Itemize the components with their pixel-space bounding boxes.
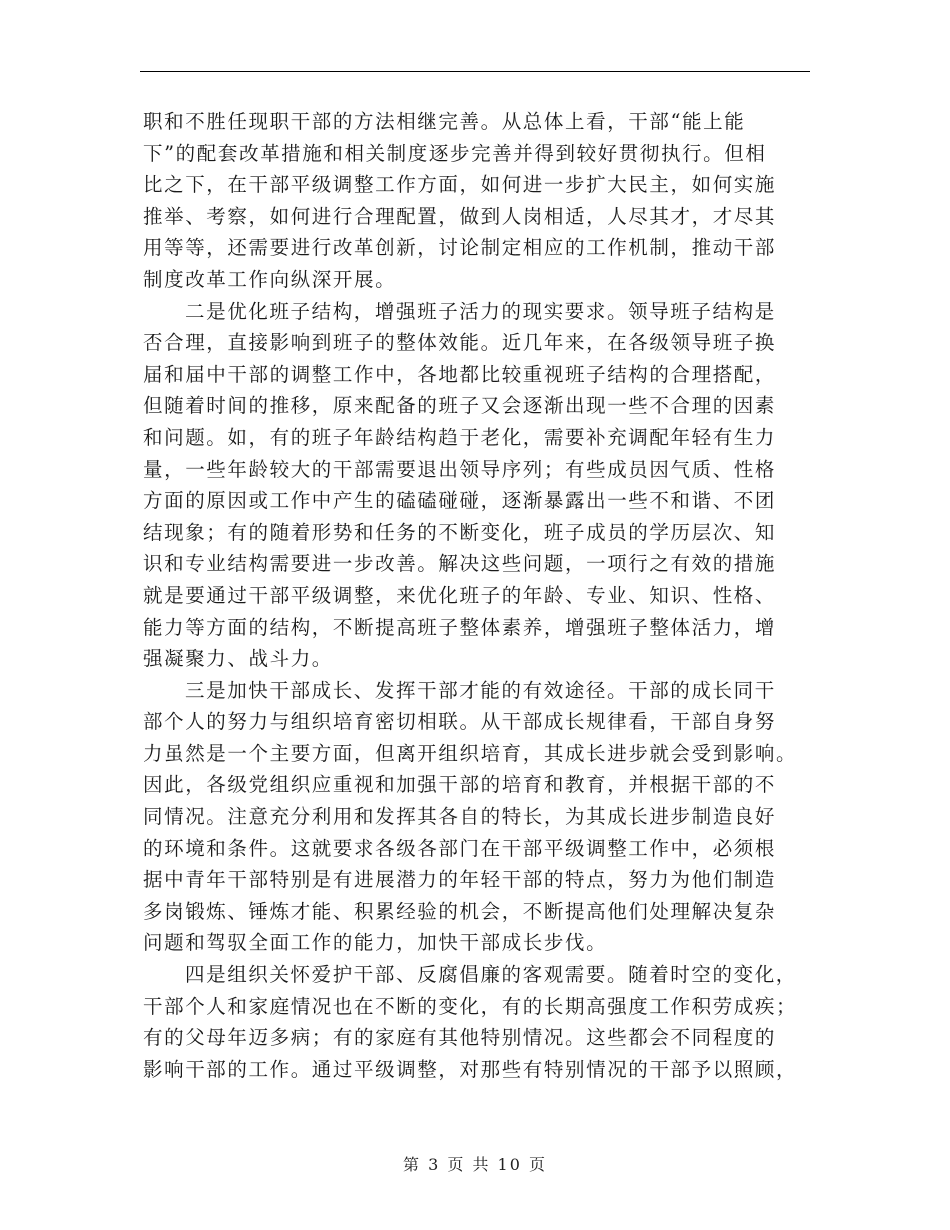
text-line: 据中青年干部特别是有进展潜力的年轻干部的特点，努力为他们制造 bbox=[143, 868, 777, 892]
text-line: 同情况。注意充分利用和发挥其各自的特长，为其成长进步制造良好 bbox=[143, 805, 777, 829]
text-line: 用等等，还需要进行改革创新，讨论制定相应的工作机制，推动干部 bbox=[143, 236, 777, 260]
text-line: 和问题。如，有的班子年龄结构趋于老化，需要补充调配年轻有生力 bbox=[143, 425, 777, 449]
text-line: 比之下，在干部平级调整工作方面，如何进一步扩大民主，如何实施 bbox=[143, 173, 777, 197]
text-line: 强凝聚力、战斗力。 bbox=[143, 647, 333, 671]
paragraph-start-line: 四是组织关怀爱护干部、反腐倡廉的客观需要。随着时空的变化， bbox=[185, 963, 797, 987]
text-line: 力虽然是一个主要方面，但离开组织培育，其成长进步就会受到影响。 bbox=[143, 741, 798, 765]
text-line: 否合理，直接影响到班子的整体效能。近几年来，在各级领导班子换 bbox=[143, 331, 777, 355]
header-rule bbox=[140, 71, 810, 72]
text-line: 识和专业结构需要进一步改善。解决这些问题，一项行之有效的措施 bbox=[143, 552, 777, 576]
page-number-footer: 第 3 页 共 10 页 bbox=[403, 1155, 547, 1174]
text-line: 影响干部的工作。通过平级调整，对那些有特别情况的干部予以照顾， bbox=[143, 1057, 798, 1081]
text-line: 届和届中干部的调整工作中，各地都比较重视班子结构的合理搭配， bbox=[143, 362, 777, 386]
text-line: 结现象；有的随着形势和任务的不断变化，班子成员的学历层次、知 bbox=[143, 520, 777, 544]
text-line: 部个人的努力与组织培育密切相联。从干部成长规律看，干部自身努 bbox=[143, 710, 777, 734]
body-text bbox=[143, 106, 808, 1085]
text-line: 因此，各级党组织应重视和加强干部的培育和教育，并根据干部的不 bbox=[143, 773, 777, 797]
text-line: 的环境和条件。这就要求各级各部门在干部平级调整工作中，必须根 bbox=[143, 836, 777, 860]
text-line: 方面的原因或工作中产生的磕磕碰碰，逐渐暴露出一些不和谐、不团 bbox=[143, 489, 777, 513]
text-line: 问题和驾驭全面工作的能力，加快干部成长步伐。 bbox=[143, 931, 608, 955]
text-line: 但随着时间的推移，原来配备的班子又会逐渐出现一些不合理的因素 bbox=[143, 394, 777, 418]
text-line: 下”的配套改革措施和相关制度逐步完善并得到较好贯彻执行。但相 bbox=[143, 141, 767, 165]
text-line: 有的父母年迈多病；有的家庭有其他特别情况。这些都会不同程度的 bbox=[143, 1026, 777, 1050]
paragraph-start-line: 二是优化班子结构，增强班子活力的现实要求。领导班子结构是 bbox=[185, 299, 776, 323]
text-line: 能力等方面的结构，不断提高班子整体素养，增强班子整体活力，增 bbox=[143, 615, 777, 639]
text-line: 职和不胜任现职干部的方法相继完善。从总体上看，干部“能上能 bbox=[143, 110, 746, 133]
text-line: 干部个人和家庭情况也在不断的变化，有的长期高强度工作积劳成疾； bbox=[143, 994, 798, 1018]
text-line: 就是要通过干部平级调整，来优化班子的年龄、专业、知识、性格、 bbox=[143, 583, 777, 607]
text-line: 推举、考察，如何进行合理配置，做到人岗相适，人尽其才，才尽其 bbox=[143, 204, 777, 228]
text-line: 量，一些年龄较大的干部需要退出领导序列；有些成员因气质、性格 bbox=[143, 457, 777, 481]
text-line: 多岗锻炼、锤炼才能、积累经验的机会，不断提高他们处理解决复杂 bbox=[143, 899, 777, 923]
text-line: 制度改革工作向纵深开展。 bbox=[143, 267, 397, 291]
paragraph-start-line: 三是加快干部成长、发挥干部才能的有效途径。干部的成长同干 bbox=[185, 678, 776, 702]
